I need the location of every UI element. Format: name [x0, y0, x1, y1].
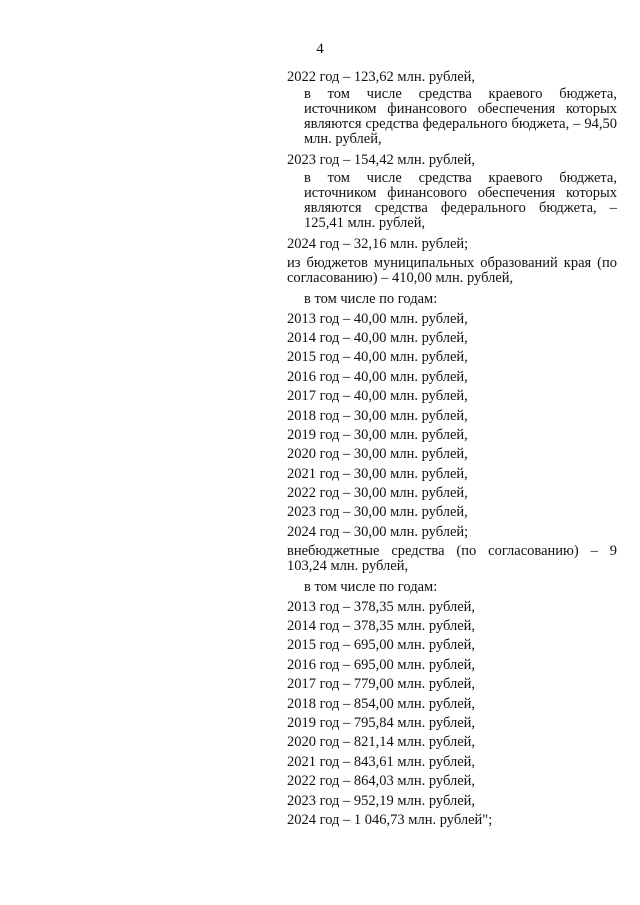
municipal-year-line: 2017 год – 40,00 млн. рублей,: [287, 388, 468, 405]
municipal-year-line: 2023 год – 30,00 млн. рублей,: [287, 504, 468, 521]
municipal-year-line: 2013 год – 40,00 млн. рублей,: [287, 310, 468, 327]
extrabudget-year-line: 2017 год – 779,00 млн. рублей,: [287, 676, 476, 693]
extrabudget-year-line: 2019 год – 795,84 млн. рублей,: [287, 714, 476, 731]
extrabudget-year-line: 2015 год – 695,00 млн. рублей,: [287, 637, 476, 654]
municipal-year-line: 2018 год – 30,00 млн. рублей,: [287, 407, 468, 424]
extrabudget-year-line: 2021 год – 843,61 млн. рублей,: [287, 753, 476, 770]
year-2024-total: 2024 год – 32,16 млн. рублей;: [287, 235, 469, 252]
extrabudget-year-line: 2013 год – 378,35 млн. рублей,: [287, 598, 476, 615]
extrabudget-year-line: 2014 год – 378,35 млн. рублей,: [287, 618, 476, 635]
extrabudget-year-line: 2018 год – 854,00 млн. рублей,: [287, 695, 476, 712]
municipal-year-line: 2016 год – 40,00 млн. рублей,: [287, 368, 468, 385]
municipal-year-line: 2020 год – 30,00 млн. рублей,: [287, 446, 468, 463]
extrabudget-year-line: 2024 год – 1 046,73 млн. рублей";: [287, 811, 493, 828]
extrabudget-year-line: 2023 год – 952,19 млн. рублей,: [287, 792, 476, 809]
funding-text: [287, 68, 617, 830]
year-2023-total: 2023 год – 154,42 млн. рублей,: [287, 152, 476, 169]
extrabudget-year-line: 2016 год – 695,00 млн. рублей,: [287, 656, 476, 673]
extrabudget-by-years-label: в том числе по годам:: [304, 579, 438, 596]
municipal-year-line: 2014 год – 40,00 млн. рублей,: [287, 329, 468, 346]
year-2023-note: в том числе средства краевого бюджета, источником финансового обеспечения которых являются средства федерального бюджета, – 125,41 млн. рублей,: [304, 169, 617, 231]
extrabudget-years-list: [287, 598, 617, 831]
municipal-year-line: 2015 год – 40,00 млн. рублей,: [287, 349, 468, 366]
page-number: 4: [316, 41, 324, 57]
extrabudget-year-line: 2020 год – 821,14 млн. рублей,: [287, 734, 476, 751]
municipal-year-line: 2021 год – 30,00 млн. рублей,: [287, 465, 468, 482]
extrabudget-heading: внебюджетные средства (по согласованию) – 9 103,24 млн. рублей,: [287, 543, 617, 575]
year-2022-total: 2022 год – 123,62 млн. рублей,: [287, 69, 476, 85]
year-2022-note: в том числе средства краевого бюджета, источником финансового обеспечения которых являются средства федерального бюджета, – 94,50 млн. рублей,: [304, 86, 617, 148]
municipal-year-line: 2022 год – 30,00 млн. рублей,: [287, 485, 468, 502]
extrabudget-year-line: 2022 год – 864,03 млн. рублей,: [287, 773, 476, 790]
municipal-year-line: 2024 год – 30,00 млн. рублей;: [287, 523, 469, 540]
municipal-by-years-label: в том числе по годам:: [304, 291, 438, 308]
municipal-year-line: 2019 год – 30,00 млн. рублей,: [287, 426, 468, 443]
municipal-years-list: [287, 310, 617, 543]
municipal-heading: из бюджетов муниципальных образований края (по согласованию) – 410,00 млн. рублей,: [287, 255, 617, 287]
